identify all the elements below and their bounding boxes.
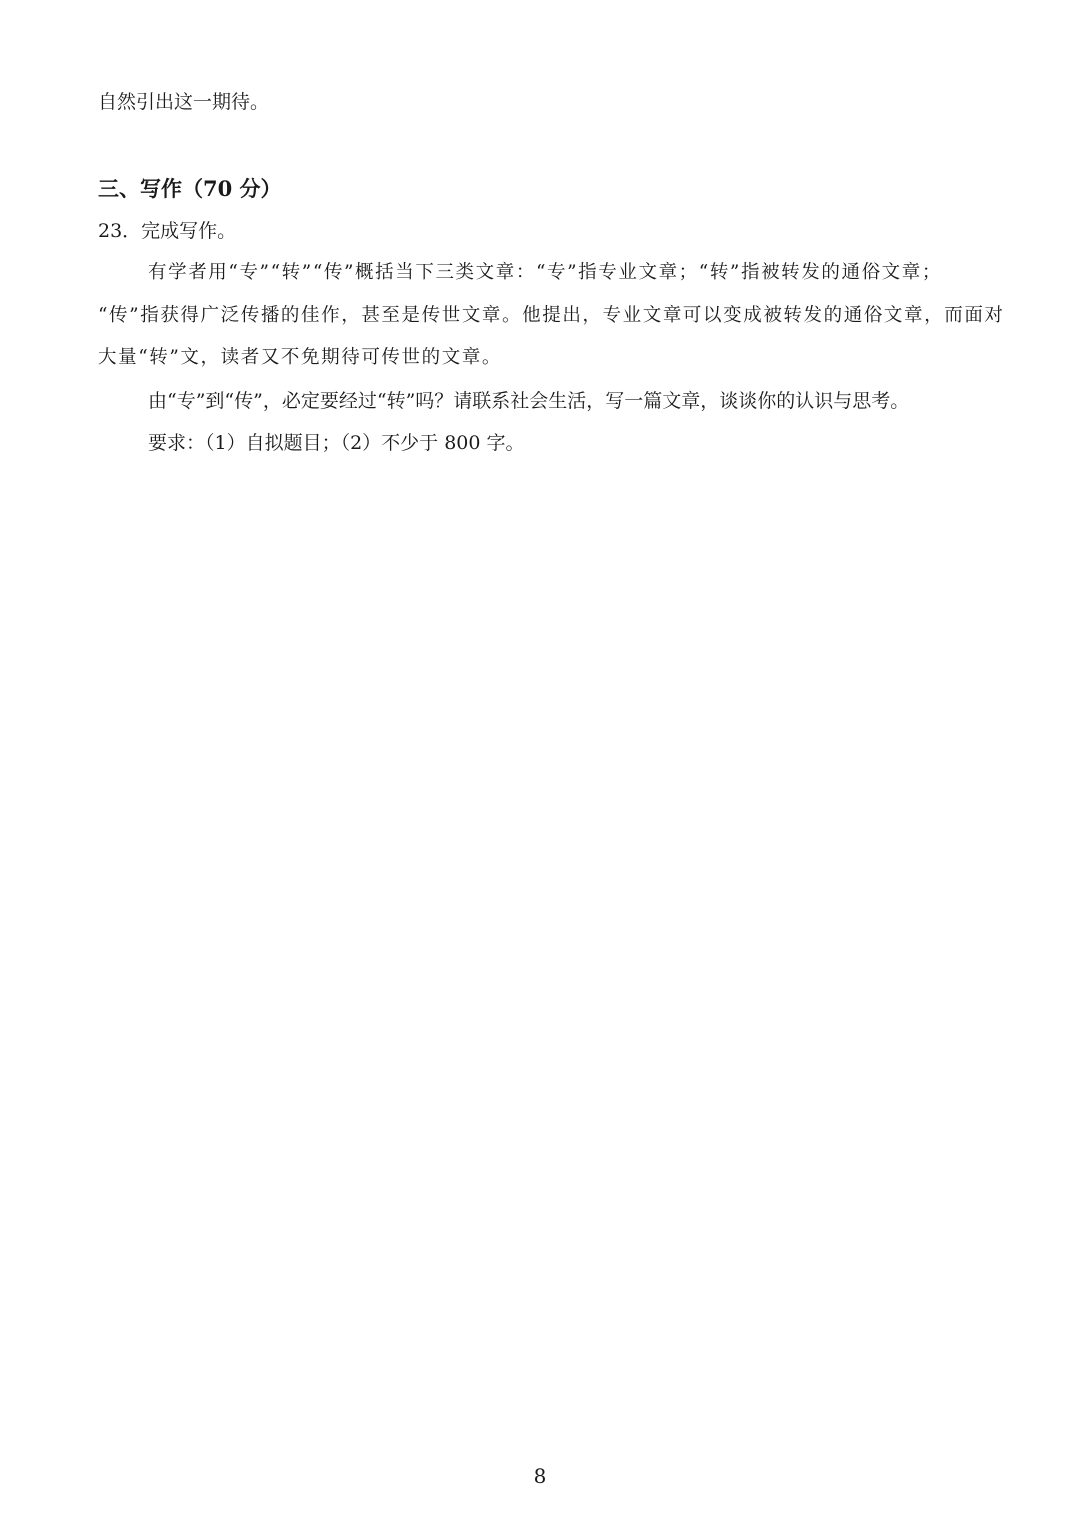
requirements-text: 要求：（1）自拟题目；（2）不少于 800 字。 <box>148 432 525 454</box>
prompt-line: 有学者用“专”“转”“传”概括当下三类文章：“专”指专业文章；“转”指被转发的通俗文章； <box>148 262 942 283</box>
page-number: 8 <box>533 1464 547 1488</box>
prompt-line: “传”指获得广泛传播的佳作，甚至是传世文章。他提出，专业文章可以变成被转发的通俗文章，而面对 <box>98 305 1005 326</box>
prompt-line: 大量“转”文，读者又不免期待可传世的文章。 <box>98 347 503 368</box>
task-instruction: 由“专”到“传”，必定要经过“转”吗？请联系社会生活，写一篇文章，谈谈你的认识与思考。 <box>148 390 910 412</box>
question-number-line: 23．完成写作。 <box>98 220 237 242</box>
carryover-text: 自然引出这一期待。 <box>98 91 270 113</box>
section-heading: 三、写作（70 分） <box>98 176 282 201</box>
